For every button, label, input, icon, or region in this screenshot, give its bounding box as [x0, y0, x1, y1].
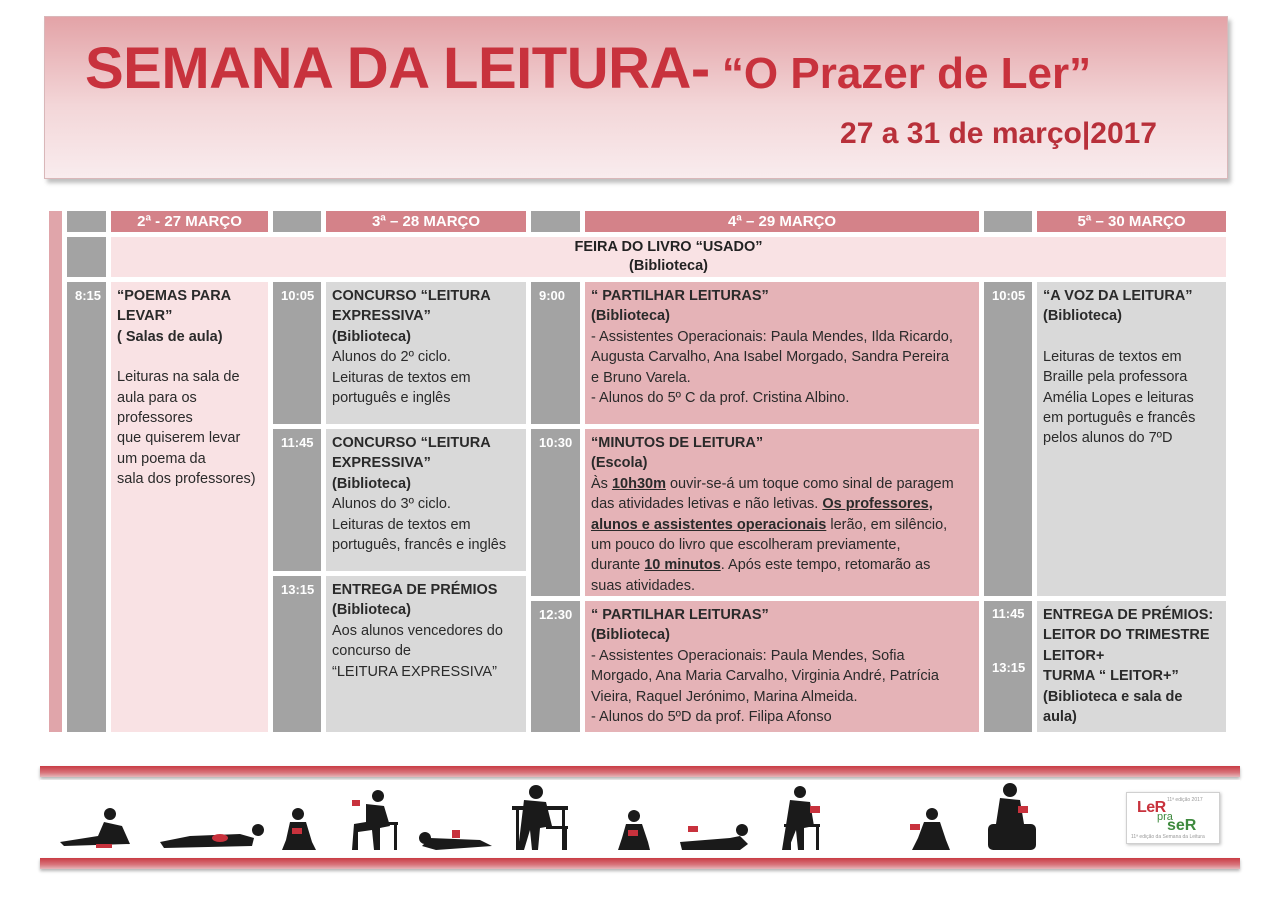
event-place: (Biblioteca) — [591, 627, 670, 644]
event-title: “A VOZ DA LEITURA” — [1043, 288, 1193, 304]
event-title: LEITOR DO TRIMESTRE — [1043, 627, 1210, 644]
logo-text: seR — [1167, 817, 1197, 834]
event-desc-line: um pouco do livro que escolheram previamente, — [591, 537, 901, 554]
event-title: CONCURSO “LEITURA — [332, 288, 491, 304]
time-label: 11:45 — [992, 606, 1025, 621]
day-header-thursday: 5ª – 30 MARÇO — [1037, 211, 1226, 232]
thursday-time-2 — [984, 601, 1032, 732]
event-place: ( Salas de aula) — [117, 328, 223, 345]
event-title: “ PARTILHAR LEITURAS” — [591, 288, 769, 304]
fair-time-cell — [67, 237, 106, 277]
event-title: “ PARTILHAR LEITURAS” — [591, 607, 769, 623]
tuesday-time-3: 13:15 — [273, 576, 321, 732]
header-time-spacer — [67, 211, 106, 232]
event-title: “MINUTOS DE LEITURA” — [591, 435, 764, 451]
event-partilhar-leituras-2 — [585, 601, 979, 732]
event-title: EXPRESSIVA” — [332, 308, 431, 325]
event-place: (Biblioteca) — [332, 328, 411, 345]
event-desc-line: aula para os — [117, 389, 197, 406]
event-title: LEVAR” — [117, 308, 173, 325]
day-header-monday: 2ª - 27 MARÇO — [111, 211, 268, 232]
event-place: (Biblioteca) — [332, 475, 411, 492]
time-label: 13:15 — [992, 660, 1026, 675]
event-title: LEITOR+ — [1043, 647, 1105, 664]
thursday-time-1: 10:05 — [984, 282, 1032, 596]
event-minutos-de-leitura — [585, 429, 979, 596]
event-desc-line: em português e francês — [1043, 410, 1196, 427]
wednesday-time-3: 12:30 — [531, 601, 580, 732]
event-desc-line: alunos e assistentes operacionais lerão, em silêncio, — [591, 516, 948, 533]
event-desc-line: - Alunos do 5ºD da prof. Filipa Afonso — [591, 709, 832, 726]
person-chair-book-icon — [782, 786, 820, 850]
event-desc-line: concurso de — [332, 643, 411, 660]
day-header-tuesday: 3ª – 28 MARÇO — [326, 211, 526, 232]
monday-time: 8:15 — [67, 282, 106, 732]
event-title: “POEMAS PARA — [117, 288, 232, 304]
event-desc-line: Amélia Lopes e leituras — [1043, 389, 1194, 406]
event-desc-line: Morgado, Ana Maria Carvalho, Virginia André, Patrícia — [591, 668, 939, 685]
event-desc-line: “LEITURA EXPRESSIVA” — [332, 663, 497, 680]
person-sitting-reading-icon — [910, 808, 950, 850]
event-place: (Biblioteca e sala de aula) — [1043, 688, 1183, 726]
event-entrega-premios-tuesday — [326, 576, 526, 732]
event-desc-line: Leituras de textos em — [332, 516, 471, 533]
wednesday-time-1: 9:00 — [531, 282, 580, 424]
event-a-voz-da-leitura — [1037, 282, 1226, 596]
ler-prazer-ser-logo — [1126, 792, 1220, 844]
event-entrega-premios-thursday — [1037, 601, 1226, 732]
event-desc-line: português, francês e inglês — [332, 537, 507, 554]
figures-svg — [40, 780, 1120, 856]
event-desc-line: suas atividades. — [591, 577, 695, 594]
person-lying-reading-icon — [419, 830, 492, 850]
event-desc-line: Alunos do 2º ciclo. — [332, 349, 451, 366]
event-title: CONCURSO “LEITURA — [332, 435, 491, 451]
header-time-spacer — [273, 211, 321, 232]
tuesday-time-1: 10:05 — [273, 282, 321, 424]
event-desc-line: que quiserem levar — [117, 430, 241, 447]
person-prone-reading-icon — [680, 824, 748, 850]
logo-text: LeR — [1137, 799, 1166, 816]
book-fair-banner — [111, 237, 1226, 277]
event-desc-line: Leituras de textos em — [332, 369, 471, 386]
event-desc-line: - Alunos do 5º C da prof. Cristina Albino. — [591, 390, 850, 407]
day-header-wednesday: 4ª – 29 MARÇO — [585, 211, 979, 232]
event-desc-line: Braille pela professora — [1043, 369, 1188, 386]
event-title: TURMA “ LEITOR+” — [1043, 668, 1179, 685]
event-desc-line: sala dos professores) — [117, 471, 256, 488]
event-title: ENTREGA DE PRÉMIOS — [332, 582, 498, 598]
event-place: (Biblioteca) — [332, 602, 411, 619]
event-concurso-2-ciclo — [326, 282, 526, 424]
logo-small-text: 11ª edição 2017 — [1167, 797, 1203, 803]
event-poemas-para-levar — [111, 282, 268, 732]
event-desc-line: durante 10 minutos. Após este tempo, retomarão as — [591, 557, 931, 574]
person-sitting-book-icon — [618, 810, 650, 850]
event-partilhar-leituras-1 — [585, 282, 979, 424]
event-place: (Biblioteca) — [591, 308, 670, 325]
left-accent-strip — [49, 211, 62, 732]
event-desc-line: pelos alunos do 7ºD — [1043, 430, 1173, 447]
person-desk-reading-icon — [512, 785, 568, 850]
event-desc-line: - Assistentes Operacionais: Paula Mendes, Sofia — [591, 647, 905, 664]
person-reclining-icon — [60, 808, 130, 848]
book-fair-place: (Biblioteca) — [629, 258, 708, 274]
person-stool-reading-icon — [988, 783, 1036, 850]
event-desc-line: Às 10h30m ouvir-se-á um toque como sinal de paragem — [591, 475, 954, 492]
event-title-main: SEMANA DA LEITURA- — [85, 36, 710, 101]
event-desc-line: Leituras de textos em — [1043, 348, 1182, 365]
header-time-spacer — [531, 211, 580, 232]
logo-text: pra — [1157, 811, 1173, 823]
wednesday-time-2: 10:30 — [531, 429, 580, 596]
event-place: (Biblioteca) — [1043, 308, 1122, 325]
event-desc-line: Vieira, Raquel Jerónimo, Marina Almeida. — [591, 688, 858, 705]
tuesday-time-2: 11:45 — [273, 429, 321, 571]
event-desc-line: Leituras na sala de — [117, 369, 240, 386]
event-concurso-3-ciclo — [326, 429, 526, 571]
header-time-spacer — [984, 211, 1032, 232]
event-title: ENTREGA DE PRÉMIOS: — [1043, 607, 1214, 623]
event-title — [85, 35, 1091, 102]
event-desc-line: professores — [117, 410, 193, 427]
person-lying-icon — [160, 824, 264, 848]
event-title-subtitle: “O Prazer de Ler” — [709, 49, 1092, 98]
footer-top-bar — [40, 766, 1240, 777]
event-place: (Escola) — [591, 455, 648, 472]
event-desc-line: Augusta Carvalho, Ana Isabel Morgado, Sandra Pereira — [591, 349, 949, 366]
event-desc-line: um poema da — [117, 450, 206, 467]
book-fair-title: FEIRA DO LIVRO “USADO” — [574, 239, 763, 255]
footer-bottom-bar — [40, 858, 1240, 869]
event-desc-line: das atividades letivas e não letivas. Os professores, — [591, 496, 933, 513]
person-sitting-floor-icon — [282, 808, 316, 850]
event-desc-line: - Assistentes Operacionais: Paula Mendes, Ilda Ricardo, — [591, 328, 953, 345]
event-title: EXPRESSIVA” — [332, 455, 431, 472]
event-desc-line: Aos alunos vencedores do — [332, 622, 503, 639]
reading-figures-strip — [40, 780, 1240, 856]
event-dates: 27 a 31 de março|2017 — [840, 117, 1157, 150]
event-desc-line: e Bruno Varela. — [591, 369, 691, 386]
logo-small-text: 11ª edição da Semana da Leitura — [1131, 834, 1205, 840]
person-chair-reading-icon — [352, 790, 398, 850]
title-banner — [44, 16, 1228, 179]
event-desc-line: Alunos do 3º ciclo. — [332, 496, 451, 513]
event-desc-line: português e inglês — [332, 390, 451, 407]
